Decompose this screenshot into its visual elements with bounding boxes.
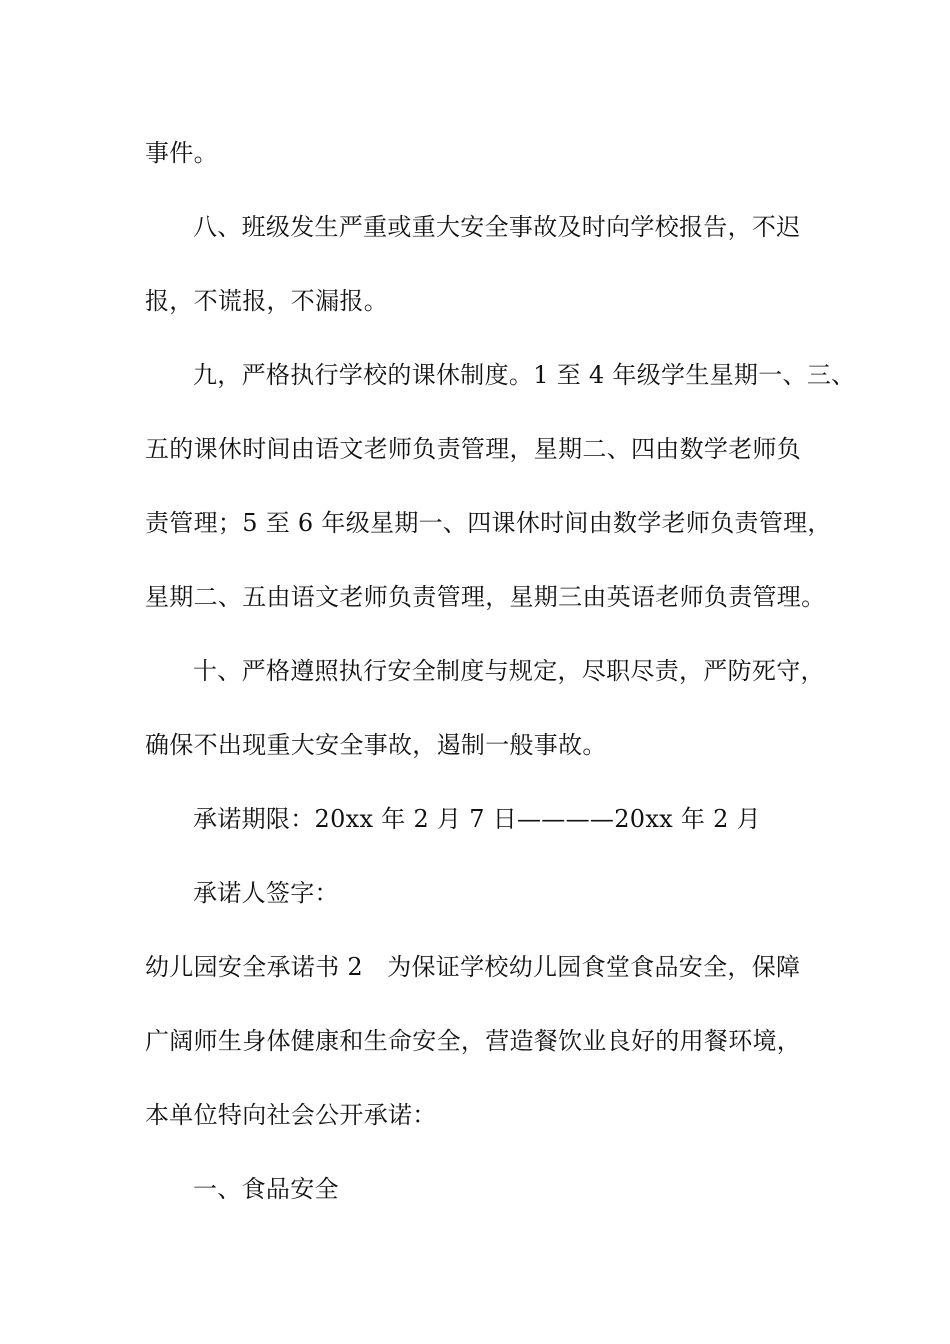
text-line: 承诺期限：20xx 年 2 月 7 日————20xx 年 2 月 <box>193 805 761 833</box>
text-line: 九，严格执行学校的课休制度。1 至 4 年级学生星期一、三、 <box>193 361 856 389</box>
text-line: 八、班级发生严重或重大安全事故及时向学校报告，不迟 <box>193 213 801 241</box>
text-line: 本单位特向社会公开承诺： <box>145 1101 437 1129</box>
text-line: 广阔师生身体健康和生命安全，营造餐饮业良好的用餐环境， <box>145 1027 802 1055</box>
text-line: 报，不谎报，不漏报。 <box>145 287 388 315</box>
text-line: 确保不出现重大安全事故，遏制一般事故。 <box>145 731 607 759</box>
text-line: 事件。 <box>145 139 218 167</box>
text-line: 五的课休时间由语文老师负责管理，星期二、四由数学老师负 <box>145 435 802 463</box>
text-line: 一、食品安全 <box>193 1175 339 1203</box>
text-line: 承诺人签字： <box>193 879 339 907</box>
text-line: 星期二、五由语文老师负责管理，星期三由英语老师负责管理。 <box>145 583 826 611</box>
text-line: 责管理；5 至 6 年级星期一、四课休时间由数学老师负责管理， <box>145 509 832 537</box>
text-line: 十、严格遵照执行安全制度与规定，尽职尽责，严防死守， <box>193 657 825 685</box>
text-line: 幼儿园安全承诺书 2 为保证学校幼儿园食堂食品安全，保障 <box>145 953 801 981</box>
